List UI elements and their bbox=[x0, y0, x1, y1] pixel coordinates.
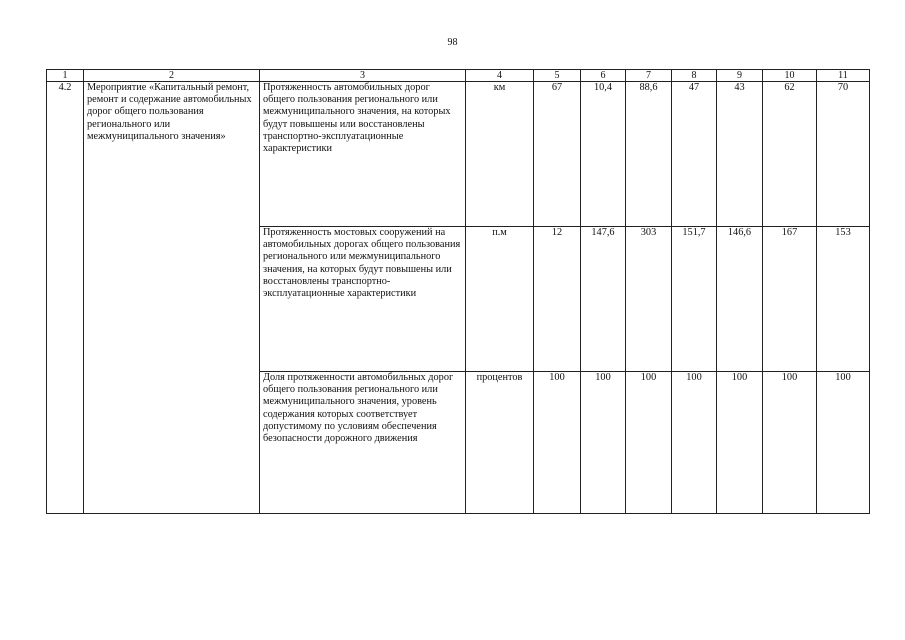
value-cell: 88,6 bbox=[626, 82, 672, 227]
column-header: 5 bbox=[534, 70, 581, 82]
value-cell: 151,7 bbox=[672, 227, 717, 372]
column-header: 3 bbox=[260, 70, 466, 82]
value-cell: 43 bbox=[717, 82, 763, 227]
value-cell: 153 bbox=[817, 227, 870, 372]
value-cell: 47 bbox=[672, 82, 717, 227]
page-number: 98 bbox=[447, 37, 458, 48]
column-header: 1 bbox=[47, 70, 84, 82]
column-header: 7 bbox=[626, 70, 672, 82]
value-cell: 100 bbox=[717, 372, 763, 514]
unit-cell: км bbox=[466, 82, 534, 227]
column-header: 8 bbox=[672, 70, 717, 82]
column-header: 6 bbox=[581, 70, 626, 82]
column-header: 10 bbox=[763, 70, 817, 82]
value-cell: 303 bbox=[626, 227, 672, 372]
value-cell: 100 bbox=[763, 372, 817, 514]
value-cell: 147,6 bbox=[581, 227, 626, 372]
column-header: 11 bbox=[817, 70, 870, 82]
unit-cell: п.м bbox=[466, 227, 534, 372]
value-cell: 70 bbox=[817, 82, 870, 227]
indicators-table bbox=[46, 69, 870, 514]
value-cell: 100 bbox=[672, 372, 717, 514]
value-cell: 100 bbox=[626, 372, 672, 514]
unit-cell: процентов bbox=[466, 372, 534, 514]
column-header: 4 bbox=[466, 70, 534, 82]
measure-name: Мероприятие «Капитальный ремонт, ремонт и содержание автомобильных дорог общего пользования регионального или межмуниципального значения» bbox=[84, 82, 260, 514]
indicator-name: Протяженность мостовых сооружений на автомобильных дорогах общего пользования регионального или межмуниципального значения, на которых будут повышены или восстановлены транспортно-эксплуатационные характеристики bbox=[260, 227, 466, 372]
value-cell: 10,4 bbox=[581, 82, 626, 227]
indicator-name: Доля протяженности автомобильных дорог общего пользования регионального или межмуниципального значения, уровень содержания которых соответствует допустимому по условиям обеспечения безопасности дорожного движения bbox=[260, 372, 466, 514]
value-cell: 67 bbox=[534, 82, 581, 227]
value-cell: 100 bbox=[817, 372, 870, 514]
header-row bbox=[47, 70, 870, 82]
table-row bbox=[47, 82, 870, 227]
value-cell: 167 bbox=[763, 227, 817, 372]
item-code: 4.2 bbox=[47, 82, 84, 514]
value-cell: 146,6 bbox=[717, 227, 763, 372]
value-cell: 100 bbox=[581, 372, 626, 514]
value-cell: 12 bbox=[534, 227, 581, 372]
value-cell: 62 bbox=[763, 82, 817, 227]
value-cell: 100 bbox=[534, 372, 581, 514]
column-header: 9 bbox=[717, 70, 763, 82]
indicator-name: Протяженность автомобильных дорог общего пользования регионального или межмуниципального значения, на которых будут повышены или восстановлены транспортно-эксплуатационные характеристики bbox=[260, 82, 466, 227]
column-header: 2 bbox=[84, 70, 260, 82]
